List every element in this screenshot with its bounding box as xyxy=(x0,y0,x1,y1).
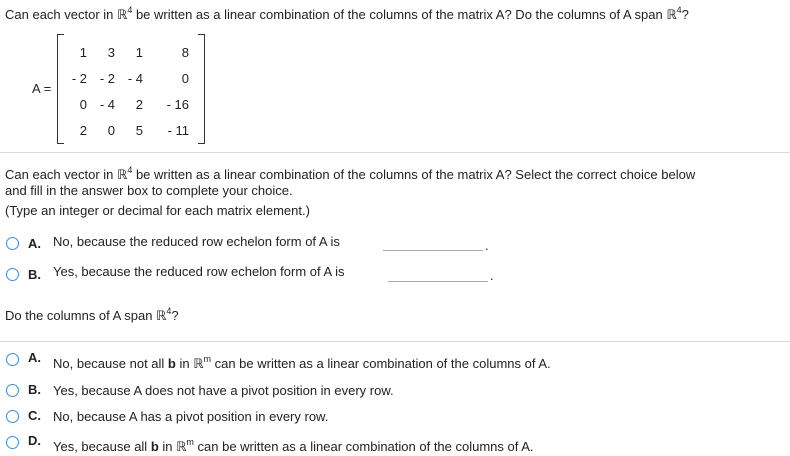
part1-option-a-radio[interactable] xyxy=(6,237,19,250)
left-bracket xyxy=(57,34,64,144)
part2-option-c-radio[interactable] xyxy=(6,410,19,423)
part2-option-d-radio[interactable] xyxy=(6,436,19,449)
matrix-cell: - 2 xyxy=(99,71,115,86)
right-bracket xyxy=(198,34,205,144)
matrix-cell: 0 xyxy=(107,123,115,138)
matrix-cell: 0 xyxy=(181,71,189,86)
part2-option-a-radio[interactable] xyxy=(6,353,19,366)
matrix-cell: 5 xyxy=(135,123,143,138)
matrix-cell: 8 xyxy=(181,45,189,60)
option-letter: B. xyxy=(28,267,41,282)
matrix-cell: 2 xyxy=(79,123,87,138)
part1-option-b-radio[interactable] xyxy=(6,268,19,281)
real-numbers-symbol: ℝ xyxy=(117,8,128,23)
part1-option-b-text[interactable]: Yes, because the reduced row echelon form of A is xyxy=(53,264,345,279)
option-letter: D. xyxy=(28,433,41,448)
option-letter: C. xyxy=(28,408,41,423)
section-divider xyxy=(0,152,790,153)
option-letter: A. xyxy=(28,350,41,365)
matrix-cell: - 4 xyxy=(127,71,143,86)
matrix-cell: 3 xyxy=(107,45,115,60)
part2-option-a-text[interactable]: No, because not all b in ℝ$^m$ can be written as a linear combination of the columns of A. xyxy=(53,354,551,372)
part2-option-d-text[interactable]: Yes, because all b in ℝ$^m$ can be written as a linear combination of the columns of A. xyxy=(53,437,534,455)
matrix-cell: - 11 xyxy=(167,123,189,138)
matrix-cell: 2 xyxy=(135,97,143,112)
option-letter: B. xyxy=(28,382,41,397)
option-letter: A. xyxy=(28,236,41,251)
part1-question-line2: and fill in the answer box to complete your choice. xyxy=(5,183,293,198)
matrix-cell: 1 xyxy=(79,45,87,60)
matrix-cell: - 16 xyxy=(166,97,189,112)
main-question: Can each vector in ℝ$^4$ be written as a linear combination of the columns of the matrix A? Do the columns of A span ℝ$^4$? xyxy=(5,5,689,23)
matrix-label: A = xyxy=(32,81,52,96)
part1-option-a-answer-box[interactable] xyxy=(383,250,483,251)
part2-option-b-text[interactable]: Yes, because A does not have a pivot position in every row. xyxy=(53,383,394,398)
part1-option-b-answer-box[interactable] xyxy=(388,281,488,282)
part1-hint: (Type an integer or decimal for each matrix element.) xyxy=(5,203,310,218)
part1-option-a-text[interactable]: No, because the reduced row echelon form of A is xyxy=(53,234,340,249)
section-divider xyxy=(0,341,790,342)
matrix-a xyxy=(57,34,205,144)
matrix-cell: 0 xyxy=(79,97,87,112)
matrix-cell: - 4 xyxy=(99,97,115,112)
part2-option-c-text[interactable]: No, because A has a pivot position in every row. xyxy=(53,409,329,424)
matrix-cell: 1 xyxy=(135,45,143,60)
matrix-grid xyxy=(65,40,197,144)
matrix-cell: - 2 xyxy=(71,71,87,86)
part2-option-b-radio[interactable] xyxy=(6,384,19,397)
part1-question: Can each vector in ℝ$^4$ be written as a linear combination of the columns of the matrix A? Select the correct choice below xyxy=(5,165,696,183)
part2-question: Do the columns of A span ℝ$^4$? xyxy=(5,306,179,324)
